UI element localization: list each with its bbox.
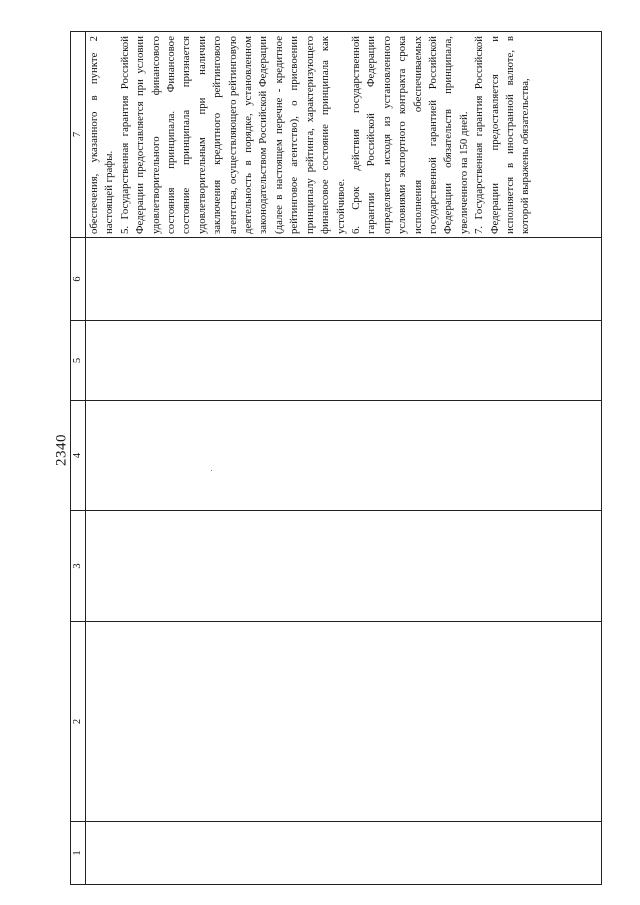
data-table bbox=[70, 31, 602, 885]
column-7-cell bbox=[86, 32, 602, 238]
scan-speck bbox=[211, 470, 212, 471]
table-row bbox=[86, 32, 602, 885]
table-cell bbox=[86, 238, 602, 321]
column-header: 3 bbox=[71, 511, 86, 622]
table-cell bbox=[86, 622, 602, 822]
paragraph: 6. Срок действия государственной гарантии Российской Федерации определяется исходя из установленного условиями экспортного контракта срока исполнения обеспечиваемых государственной гарантией Российской Федерации обязательств принципала, увеличенного на 150 дней. bbox=[349, 36, 470, 234]
rotated-table-container bbox=[70, 32, 602, 885]
column-header: 7 bbox=[71, 32, 86, 238]
table-cell bbox=[86, 511, 602, 622]
table-header-row bbox=[71, 32, 86, 885]
page-number: 2340 bbox=[53, 434, 70, 466]
table-cell bbox=[86, 321, 602, 401]
column-header: 1 bbox=[71, 822, 86, 885]
column-header: 5 bbox=[71, 321, 86, 401]
column-header: 2 bbox=[71, 622, 86, 822]
table-cell bbox=[86, 822, 602, 885]
table-cell bbox=[86, 401, 602, 511]
column-header: 6 bbox=[71, 238, 86, 321]
column-header: 4 bbox=[71, 401, 86, 511]
paragraph: 7. Государственная гарантия Российской Федерации предоставляется и исполняется в иностранной валюте, в которой выражены обязательства, bbox=[473, 36, 532, 234]
paragraph: 5. Государственная гарантия Российской Федерации предоставляется при условии удовлетворительного финансового состояния принципала. Финансовое состояние принципала признается удовлетворительным при наличии заключения кредитного рейтингового агентства, осуществляющего рейтинговую деятельность в порядке, установленном законодательством Российской Федерации (далее в настоящем перечне - кредитное рейтинговое агентство), о присвоении принципалу рейтинга, характеризующего финансовое состояние принципала как устойчивое. bbox=[118, 36, 347, 234]
paragraph: обеспечения, указанного в пункте 2 настоящей графы. bbox=[88, 36, 116, 234]
